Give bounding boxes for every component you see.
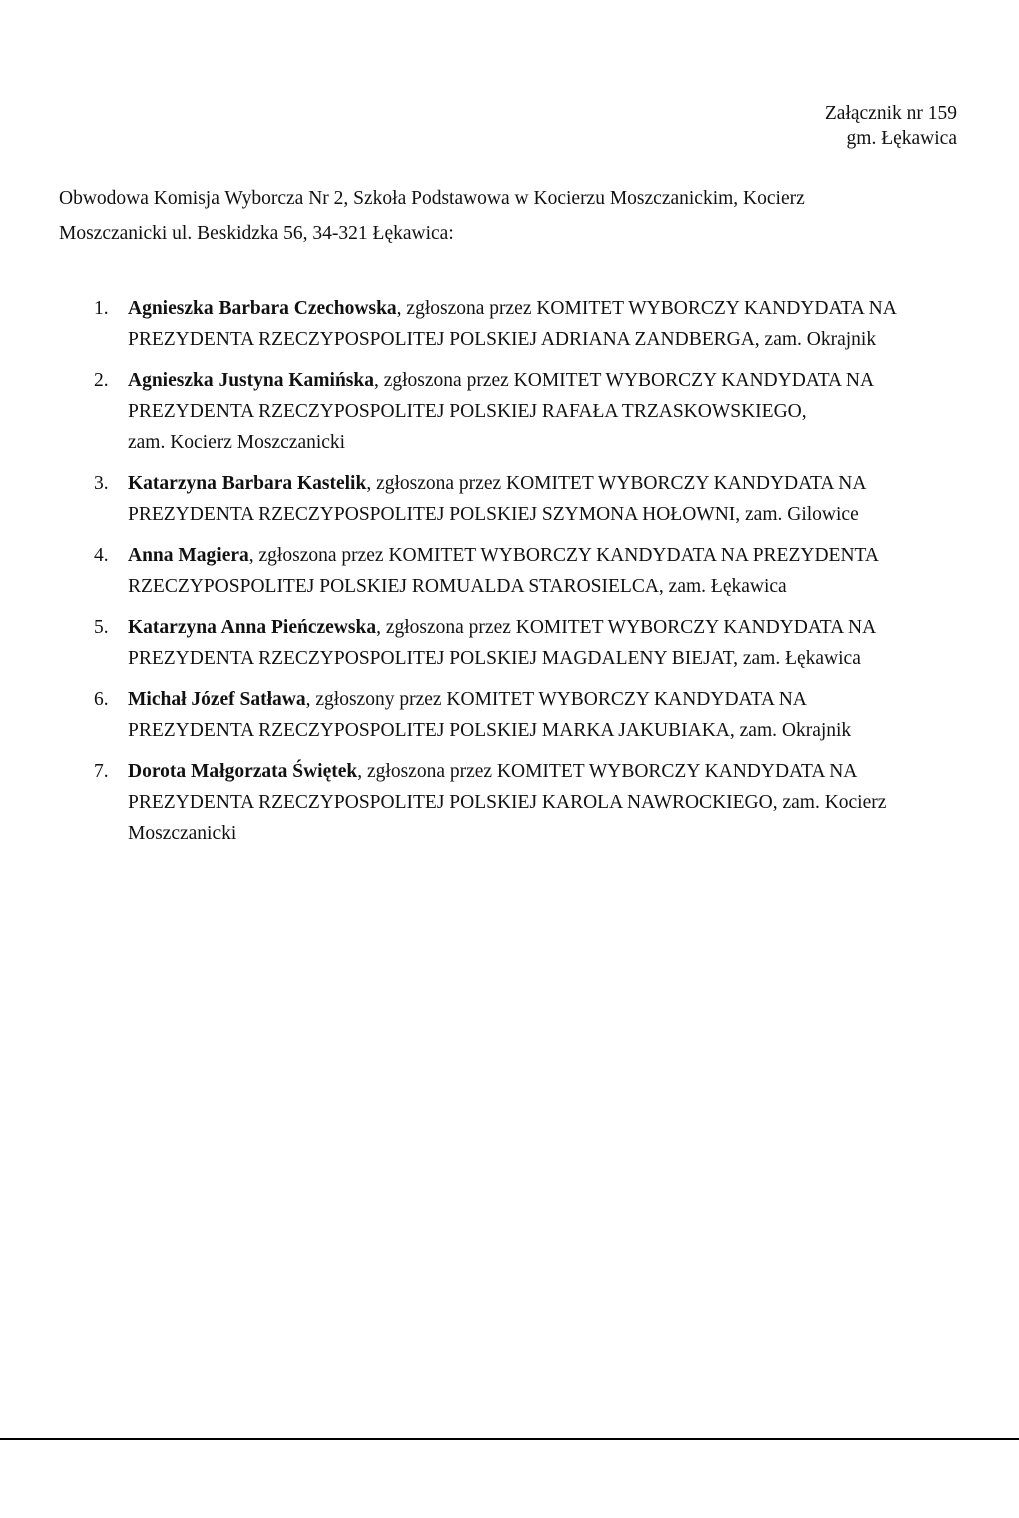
list-item: [59, 293, 959, 355]
item-line-2: PREZYDENTA RZECZYPOSPOLITEJ POLSKIEJ ADRIANA ZANDBERGA, zam. Okrajnik: [128, 329, 877, 350]
item-number: 2.: [94, 370, 109, 391]
member-nomination: , zgłoszona przez KOMITET WYBORCZY KANDYDATA NA PREZYDENTA: [248, 545, 879, 566]
item-line-2: RZECZYPOSPOLITEJ POLSKIEJ ROMUALDA STAROSIELCA, zam. Łękawica: [128, 576, 787, 597]
member-name: Agnieszka Justyna Kamińska: [128, 370, 374, 391]
member-name: Anna Magiera: [128, 545, 249, 566]
item-line-1: [128, 540, 959, 571]
member-nomination: , zgłoszona przez KOMITET WYBORCZY KANDYDATA NA: [376, 617, 877, 638]
members-list: [59, 293, 959, 859]
item-line-2: PREZYDENTA RZECZYPOSPOLITEJ POLSKIEJ MARKA JAKUBIAKA, zam. Okrajnik: [128, 720, 852, 741]
item-line-3: Moszczanicki: [128, 823, 237, 844]
member-name: Katarzyna Barbara Kastelik: [128, 473, 367, 494]
item-number: 7.: [94, 761, 109, 782]
item-number: 6.: [94, 689, 109, 710]
commission-heading: [59, 181, 959, 251]
annex-number: Załącznik nr 159: [824, 103, 957, 124]
item-line-2: PREZYDENTA RZECZYPOSPOLITEJ POLSKIEJ MAGDALENY BIEJAT, zam. Łękawica: [128, 648, 861, 669]
commission-line-2: Moszczanicki ul. Beskidzka 56, 34-321 Łękawica:: [59, 223, 454, 244]
member-name: Katarzyna Anna Pieńczewska: [128, 617, 377, 638]
member-name: Michał Józef Satława: [128, 689, 306, 710]
list-item: [59, 612, 959, 674]
item-line-1: [128, 468, 959, 499]
item-number: 1.: [94, 298, 109, 319]
member-nomination: , zgłoszona przez KOMITET WYBORCZY KANDYDATA NA: [396, 298, 897, 319]
item-number: 5.: [94, 617, 109, 638]
item-line-1: [128, 756, 959, 787]
item-line-1: [128, 365, 959, 396]
item-line-1: [128, 293, 959, 324]
list-item: [59, 540, 959, 602]
member-nomination: , zgłoszona przez KOMITET WYBORCZY KANDYDATA NA: [357, 761, 858, 782]
member-nomination: , zgłoszona przez KOMITET WYBORCZY KANDYDATA NA: [366, 473, 867, 494]
member-name: Agnieszka Barbara Czechowska: [128, 298, 397, 319]
item-number: 4.: [94, 545, 109, 566]
item-line-2: PREZYDENTA RZECZYPOSPOLITEJ POLSKIEJ KAROLA NAWROCKIEGO, zam. Kocierz: [128, 792, 887, 813]
list-item: [59, 365, 959, 458]
item-line-2: PREZYDENTA RZECZYPOSPOLITEJ POLSKIEJ SZYMONA HOŁOWNI, zam. Gilowice: [128, 504, 859, 525]
member-name: Dorota Małgorzata Świętek: [128, 761, 358, 782]
item-number: 3.: [94, 473, 109, 494]
item-line-1: [128, 612, 959, 643]
item-line-3: zam. Kocierz Moszczanicki: [128, 432, 346, 453]
list-item: [59, 684, 959, 746]
member-nomination: , zgłoszony przez KOMITET WYBORCZY KANDYDATA NA: [305, 689, 807, 710]
member-nomination: , zgłoszona przez KOMITET WYBORCZY KANDYDATA NA: [373, 370, 875, 391]
item-line-1: [128, 684, 959, 715]
footer-divider: [0, 1438, 1019, 1440]
annex-municipality: gm. Łękawica: [846, 128, 957, 149]
item-line-2: PREZYDENTA RZECZYPOSPOLITEJ POLSKIEJ RAFAŁA TRZASKOWSKIEGO,: [128, 401, 807, 422]
list-item: [59, 756, 959, 849]
list-item: [59, 468, 959, 530]
commission-line-1: Obwodowa Komisja Wyborcza Nr 2, Szkoła Podstawowa w Kocierzu Moszczanickim, Kocierz: [59, 188, 805, 209]
annex-header: [825, 101, 957, 151]
